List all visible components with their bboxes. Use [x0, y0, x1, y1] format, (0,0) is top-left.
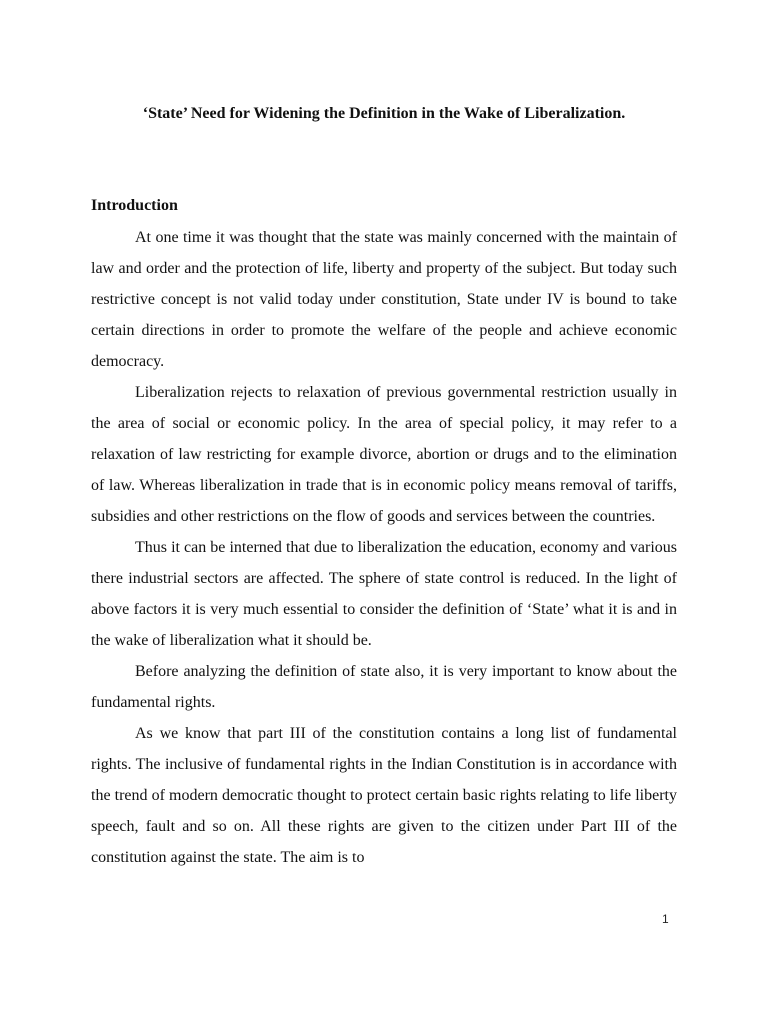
paragraph: Liberalization rejects to relaxation of previous governmental restriction usually in the area of social or economic policy. In the area of special policy, it may refer to a relaxation of law restricting for example divorce, abortion or drugs and to the elimination of law. Whereas liberalization in trade that is in economic policy means removal of tariffs, subsidies and other restrictions on the flow of goods and services between the countries. [91, 384, 677, 525]
section-heading-introduction: Introduction [91, 197, 178, 214]
body-text [91, 222, 677, 873]
paragraph: Before analyzing the definition of state also, it is very important to know about the fundamental rights. [91, 663, 677, 711]
paragraph: At one time it was thought that the state was mainly concerned with the maintain of law and order and the protection of life, liberty and property of the subject. But today such restrictive concept is not valid today under constitution, State under IV is bound to take certain directions in order to promote the welfare of the people and achieve economic democracy. [91, 229, 677, 370]
page-number: 1 [662, 912, 669, 926]
paragraph: As we know that part III of the constitution contains a long list of fundamental rights. The inclusive of fundamental rights in the Indian Constitution is in accordance with the trend of modern democratic thought to protect certain basic rights relating to life liberty speech, fault and so on. All these rights are given to the citizen under Part III of the constitution against the state. The aim is to [91, 725, 677, 866]
paragraph: Thus it can be interned that due to liberalization the education, economy and various there industrial sectors are affected. The sphere of state control is reduced. In the light of above factors it is very much essential to consider the definition of ‘State’ what it is and in the wake of liberalization what it should be. [91, 539, 677, 649]
document-title: ‘State’ Need for Widening the Definition in the Wake of Liberalization. [142, 105, 626, 122]
